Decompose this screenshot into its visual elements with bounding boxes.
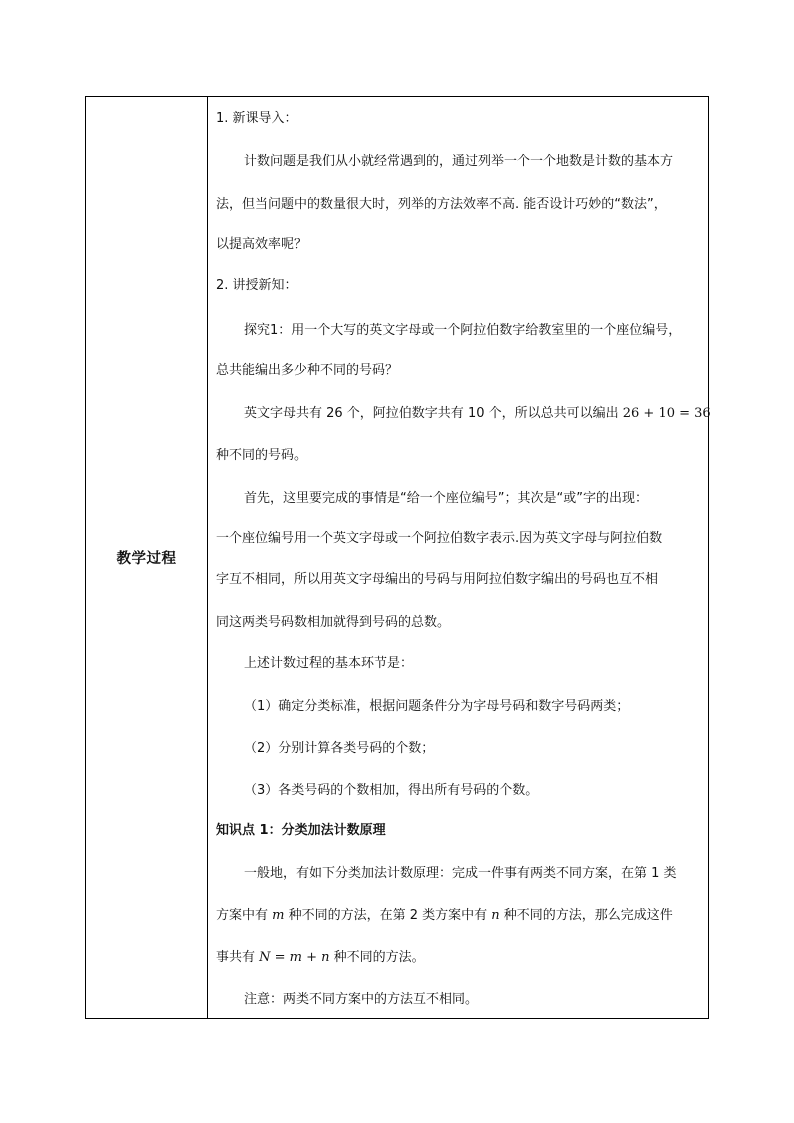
formula-n: N = m + n: [259, 950, 330, 965]
general-line-3: [216, 948, 425, 968]
section1-heading: 1. 新课导入：: [216, 111, 298, 126]
column-divider: [207, 97, 208, 1018]
intro-line-1: 计数问题是我们从小就经常遇到的，通过列举一个一个地数是计数的基本方: [244, 154, 674, 169]
first-line-3: 字互不相同，所以用英文字母编出的号码与用阿拉伯数字编出的号码也互不相: [216, 572, 659, 587]
answer-formula: 26 + 10 = 36: [622, 406, 711, 421]
first-line-4: 同这两类号码数相加就得到号码的总数。: [216, 615, 451, 630]
section2-heading: 2. 讲授新知：: [216, 278, 298, 293]
steps-intro: 上述计数过程的基本环节是：: [244, 656, 414, 671]
general-line-2: [216, 906, 673, 926]
general-text-e: 种不同的方法。: [329, 950, 425, 965]
general-text-a: 方案中有: [216, 908, 273, 923]
first-line-2: 一个座位编号用一个英文字母或一个阿拉伯数字表示.因为英文字母与阿拉伯数: [216, 531, 663, 546]
step-2: （2）分别计算各类号码的个数；: [244, 741, 435, 756]
cell-label: 教学过程: [116, 551, 177, 567]
answer-line-1: [244, 404, 711, 424]
answer-line-2: 种不同的号码。: [216, 448, 308, 463]
note-line: 注意：两类不同方案中的方法互不相同。: [244, 992, 479, 1007]
variable-m: m: [272, 908, 285, 923]
intro-line-3: 以提高效率呢？: [216, 237, 308, 252]
lesson-table: [85, 96, 709, 1019]
first-line-1: 首先，这里要完成的事情是“给一个座位编号”；其次是“或”字的出现：: [244, 491, 648, 506]
general-text-b: 种不同的方法，在第 2 类方案中有: [284, 908, 492, 923]
knowledge-title: 知识点 1：分类加法计数原理: [216, 823, 386, 838]
explore-line-1: 探究1：用一个大写的英文字母或一个阿拉伯数字给教室里的一个座位编号，: [244, 323, 682, 338]
general-text-c: 种不同的方法，那么完成这件: [499, 908, 673, 923]
general-line-1: 一般地，有如下分类加法计数原理：完成一件事有两类不同方案，在第 1 类: [244, 866, 677, 881]
answer-text: 英文字母共有 26 个，阿拉伯数字共有 10 个，所以总共可以编出: [244, 406, 623, 421]
variable-n: n: [491, 908, 500, 923]
general-text-d: 事共有: [216, 950, 260, 965]
step-3: （3）各类号码的个数相加，得出所有号码的个数。: [244, 783, 539, 798]
explore-line-2: 总共能编出多少种不同的号码？: [216, 363, 399, 378]
label-cell: [86, 97, 207, 1018]
intro-line-2: 法，但当问题中的数量很大时，列举的方法效率不高. 能否设计巧妙的“数法”，: [216, 197, 667, 212]
step-1: （1）确定分类标准，根据问题条件分为字母号码和数字号码两类；: [244, 699, 630, 714]
